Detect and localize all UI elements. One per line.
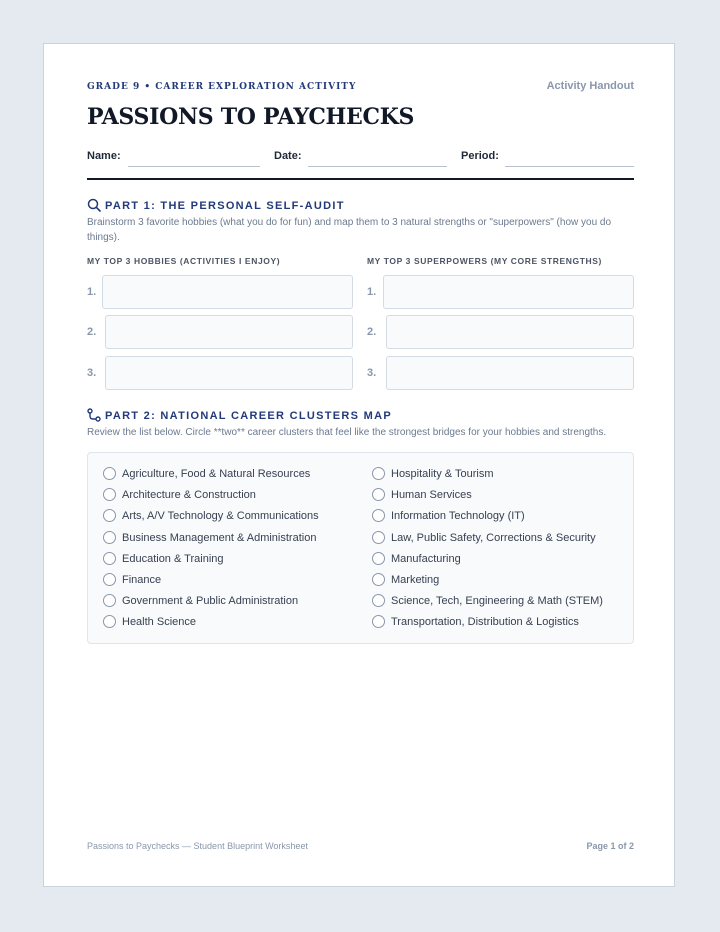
cluster-label: Health Science: [122, 616, 196, 629]
radio-circle-icon[interactable]: [372, 573, 385, 586]
cluster-label: Finance: [122, 574, 162, 586]
hobby-input-1[interactable]: [102, 275, 353, 309]
radio-circle-icon[interactable]: [103, 488, 116, 501]
footer-title: Passions to Paychecks — Student Blueprint Worksheet: [87, 841, 308, 851]
date-field[interactable]: [308, 166, 447, 167]
part1-description: Brainstorm 3 favorite hobbies (what you do for fun) and map them to 3 natural strengths or "superpowers" (how you do things).: [87, 217, 612, 243]
cluster-label: Business Management & Administration: [122, 531, 317, 544]
cluster-label: Education & Training: [122, 552, 224, 565]
cluster-label: Manufacturing: [391, 552, 461, 565]
cluster-label: Science, Tech, Engineering & Math (STEM): [391, 595, 603, 608]
radio-circle-icon[interactable]: [372, 594, 385, 607]
cluster-label: Marketing: [391, 574, 440, 586]
radio-circle-icon[interactable]: [103, 573, 116, 586]
radio-circle-icon[interactable]: [372, 509, 385, 522]
hobby-number-3: 3.: [87, 367, 97, 379]
search-icon: [87, 198, 101, 212]
student-info: [87, 148, 634, 168]
cluster-label: Hospitality & Tourism: [391, 468, 494, 480]
radio-circle-icon[interactable]: [103, 594, 116, 607]
superpower-number-3: 3.: [367, 367, 377, 379]
cluster-label: Transportation, Distribution & Logistics: [391, 616, 579, 629]
period-field[interactable]: [505, 166, 634, 167]
superpower-number-2: 2.: [367, 326, 377, 338]
superpower-input-1[interactable]: [383, 275, 634, 309]
radio-circle-icon[interactable]: [103, 531, 116, 544]
part2-heading-text: PART 2: NATIONAL CAREER CLUSTERS MAP: [105, 410, 392, 422]
page-title: PASSIONS TO PAYCHECKS: [87, 104, 415, 130]
hobby-number-2: 2.: [87, 326, 97, 338]
radio-circle-icon[interactable]: [372, 488, 385, 501]
cluster-label: Agriculture, Food & Natural Resources: [122, 468, 311, 480]
part1-heading: [87, 198, 345, 212]
radio-circle-icon[interactable]: [103, 615, 116, 628]
cluster-label: Government & Public Administration: [122, 595, 299, 608]
radio-circle-icon[interactable]: [103, 467, 116, 480]
handout-label: Activity Handout: [546, 80, 634, 92]
superpowers-header: MY TOP 3 SUPERPOWERS (MY CORE STRENGTHS): [367, 256, 602, 266]
radio-circle-icon[interactable]: [103, 509, 116, 522]
cluster-label: Arts, A/V Technology & Communications: [122, 510, 319, 523]
name-label: Name:: [87, 150, 121, 162]
cluster-label: Human Services: [391, 489, 472, 502]
page-number: Page 1 of 2: [586, 841, 634, 851]
hobbies-header: MY TOP 3 HOBBIES (ACTIVITIES I ENJOY): [87, 256, 281, 266]
radio-circle-icon[interactable]: [372, 531, 385, 544]
radio-circle-icon[interactable]: [372, 467, 385, 480]
hobby-input-2[interactable]: [105, 315, 353, 349]
name-field[interactable]: [128, 166, 260, 167]
part2-heading: [87, 408, 392, 422]
part2-description: Review the list below. Circle **two** career clusters that feel like the strongest bridges for your hobbies and strengths.: [87, 427, 607, 438]
radio-circle-icon[interactable]: [372, 552, 385, 565]
hobby-number-1: 1.: [87, 286, 97, 298]
grade-eyebrow: GRADE 9 • CAREER EXPLORATION ACTIVITY: [87, 82, 357, 92]
worksheet-page: [43, 43, 675, 887]
superpower-input-3[interactable]: [386, 356, 634, 390]
career-clusters-box: [87, 452, 634, 644]
date-label: Date:: [274, 150, 302, 162]
cluster-label: Law, Public Safety, Corrections & Security: [391, 531, 596, 544]
cluster-label: Information Technology (IT): [391, 510, 525, 523]
part1-heading-text: PART 1: THE PERSONAL SELF-AUDIT: [105, 200, 345, 212]
superpower-input-2[interactable]: [386, 315, 634, 349]
header-divider: [87, 178, 634, 180]
route-icon: [87, 408, 101, 422]
hobby-input-3[interactable]: [105, 356, 353, 390]
radio-circle-icon[interactable]: [103, 552, 116, 565]
radio-circle-icon[interactable]: [372, 615, 385, 628]
period-label: Period:: [461, 150, 499, 162]
superpower-number-1: 1.: [367, 286, 377, 298]
cluster-label: Architecture & Construction: [122, 489, 256, 502]
